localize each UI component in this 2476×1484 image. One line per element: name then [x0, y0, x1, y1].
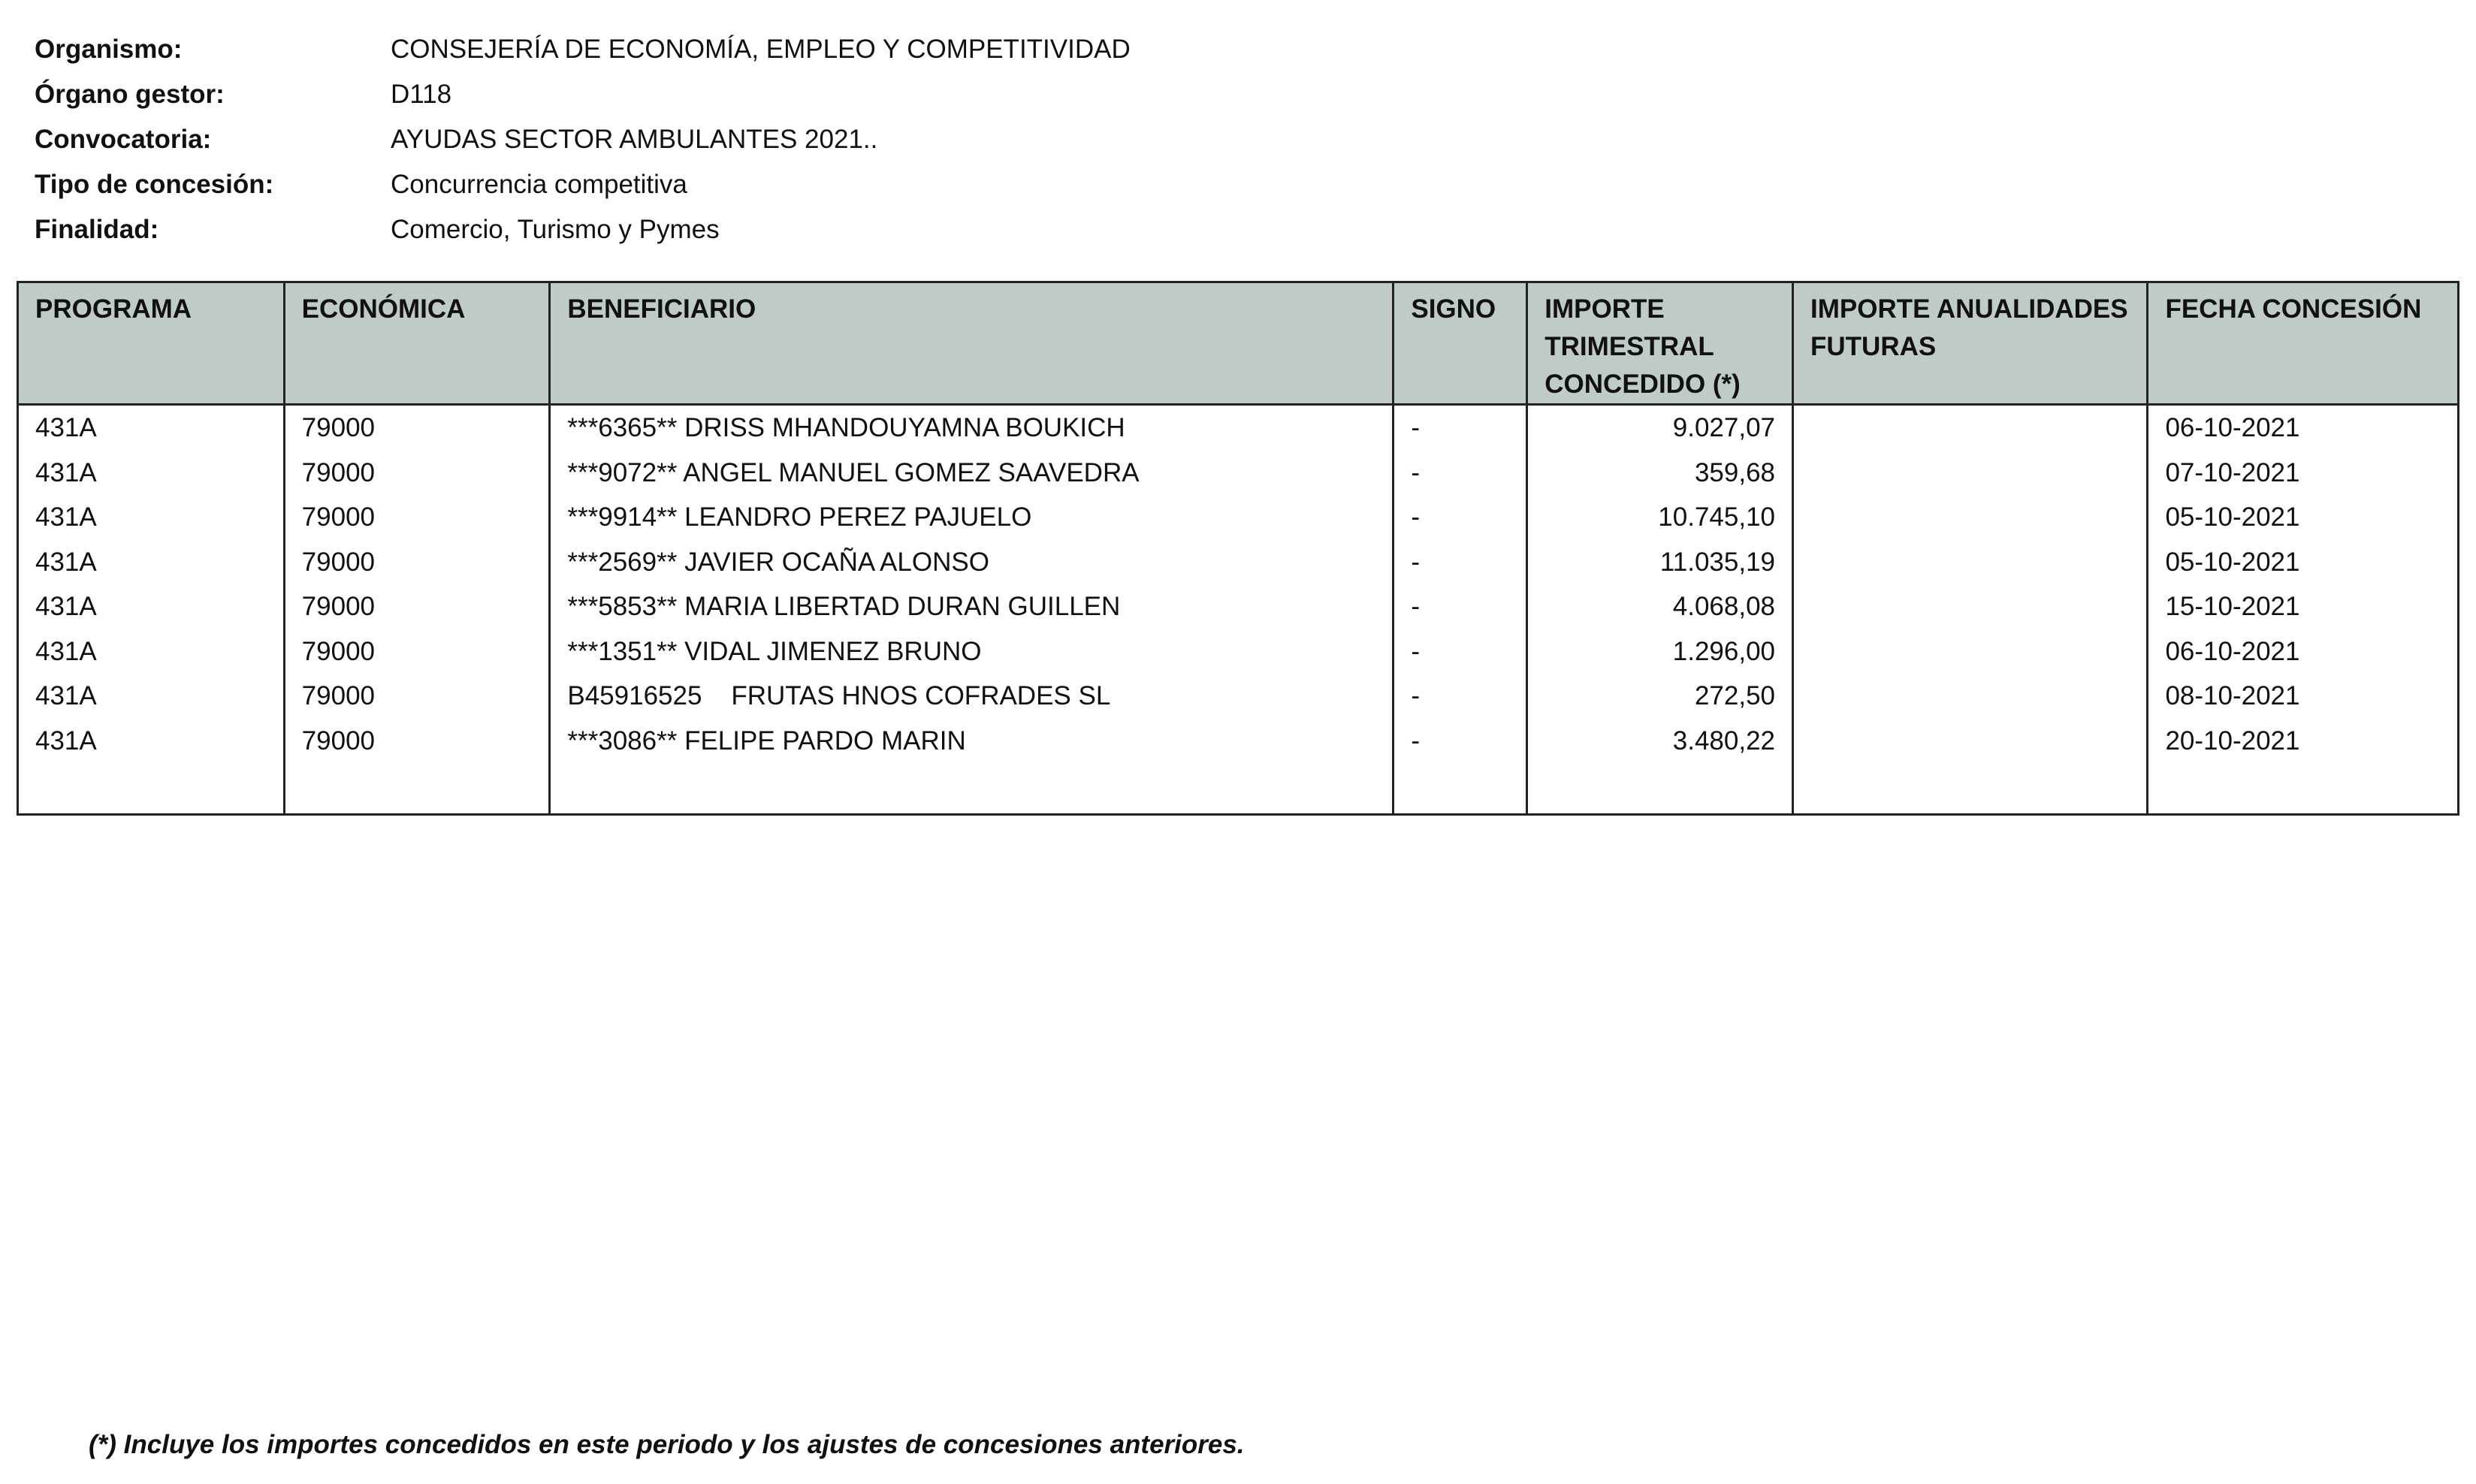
cell-economica: 79000	[284, 405, 550, 451]
finalidad-label: Finalidad:	[35, 215, 159, 244]
cell-beneficiario: ***6365** DRISS MHANDOUYAMNA BOUKICH	[550, 405, 1394, 451]
cell-programa: 431A	[18, 495, 285, 540]
cell-futuras	[1793, 674, 2148, 719]
table-row	[18, 451, 2459, 496]
cell-programa: 431A	[18, 540, 285, 585]
column-header-signo: SIGNO	[1394, 282, 1527, 405]
cell-fecha: 20-10-2021	[2148, 719, 2459, 764]
cell-futuras	[1793, 584, 2148, 629]
cell-importe: 4.068,08	[1527, 584, 1793, 629]
cell-beneficiario: ***1351** VIDAL JIMENEZ BRUNO	[550, 629, 1394, 674]
table-row	[18, 495, 2459, 540]
tipo-value: Concurrencia competitiva	[391, 170, 687, 199]
cell-signo: -	[1394, 584, 1527, 629]
cell-programa: 431A	[18, 584, 285, 629]
cell-economica: 79000	[284, 451, 550, 496]
column-header-beneficiario: BENEFICIARIO	[550, 282, 1394, 405]
cell-futuras	[1793, 495, 2148, 540]
cell-programa: 431A	[18, 719, 285, 764]
column-header-importe-trimestral: IMPORTE TRIMESTRAL CONCEDIDO (*)	[1527, 282, 1793, 405]
cell-importe: 10.745,10	[1527, 495, 1793, 540]
cell-fecha: 06-10-2021	[2148, 405, 2459, 451]
cell-economica: 79000	[284, 540, 550, 585]
cell-signo: -	[1394, 719, 1527, 764]
header-row-convocatoria	[35, 117, 1131, 162]
header-row-organismo	[35, 27, 1131, 72]
cell-economica: 79000	[284, 584, 550, 629]
cell-economica: 79000	[284, 719, 550, 764]
table-row	[18, 540, 2459, 585]
cell-economica: 79000	[284, 495, 550, 540]
header-row-tipo	[35, 162, 1131, 207]
filler-cell	[1527, 763, 1793, 815]
cell-fecha: 07-10-2021	[2148, 451, 2459, 496]
column-header-fecha: FECHA CONCESIÓN	[2148, 282, 2459, 405]
cell-importe: 272,50	[1527, 674, 1793, 719]
filler-cell	[1793, 763, 2148, 815]
cell-beneficiario: ***9072** ANGEL MANUEL GOMEZ SAAVEDRA	[550, 451, 1394, 496]
column-header-economica: ECONÓMICA	[284, 282, 550, 405]
filler-cell	[2148, 763, 2459, 815]
table-header	[18, 282, 2459, 405]
table-body	[18, 405, 2459, 815]
table-header-row	[18, 282, 2459, 405]
cell-economica: 79000	[284, 674, 550, 719]
document-header	[35, 27, 1131, 252]
cell-importe: 3.480,22	[1527, 719, 1793, 764]
cell-futuras	[1793, 540, 2148, 585]
cell-economica: 79000	[284, 629, 550, 674]
column-header-importe-anualidades: IMPORTE ANUALIDADES FUTURAS	[1793, 282, 2148, 405]
cell-programa: 431A	[18, 674, 285, 719]
organo-label: Órgano gestor:	[35, 80, 225, 109]
convocatoria-label: Convocatoria:	[35, 125, 212, 154]
table-filler-row	[18, 763, 2459, 815]
cell-importe: 11.035,19	[1527, 540, 1793, 585]
cell-signo: -	[1394, 451, 1527, 496]
filler-cell	[18, 763, 285, 815]
organismo-label: Organismo:	[35, 35, 183, 64]
table-row	[18, 674, 2459, 719]
cell-programa: 431A	[18, 629, 285, 674]
organismo-value: CONSEJERÍA DE ECONOMÍA, EMPLEO Y COMPETITIVIDAD	[391, 35, 1131, 64]
cell-importe: 359,68	[1527, 451, 1793, 496]
filler-cell	[550, 763, 1394, 815]
cell-fecha: 08-10-2021	[2148, 674, 2459, 719]
tipo-label: Tipo de concesión:	[35, 170, 274, 199]
grants-table	[17, 281, 2459, 816]
cell-signo: -	[1394, 629, 1527, 674]
footnote: (*) Incluye los importes concedidos en este periodo y los ajustes de concesiones anteriores.	[89, 1430, 1245, 1459]
cell-fecha: 05-10-2021	[2148, 540, 2459, 585]
cell-futuras	[1793, 629, 2148, 674]
cell-signo: -	[1394, 540, 1527, 585]
convocatoria-value: AYUDAS SECTOR AMBULANTES 2021..	[391, 125, 878, 154]
header-row-finalidad	[35, 207, 1131, 252]
column-header-programa: PROGRAMA	[18, 282, 285, 405]
cell-fecha: 06-10-2021	[2148, 629, 2459, 674]
table-row	[18, 405, 2459, 451]
finalidad-value: Comercio, Turismo y Pymes	[391, 215, 720, 244]
cell-futuras	[1793, 719, 2148, 764]
cell-futuras	[1793, 451, 2148, 496]
cell-beneficiario: ***2569** JAVIER OCAÑA ALONSO	[550, 540, 1394, 585]
cell-beneficiario: ***5853** MARIA LIBERTAD DURAN GUILLEN	[550, 584, 1394, 629]
table-row	[18, 584, 2459, 629]
filler-cell	[284, 763, 550, 815]
cell-beneficiario: ***9914** LEANDRO PEREZ PAJUELO	[550, 495, 1394, 540]
cell-futuras	[1793, 405, 2148, 451]
cell-signo: -	[1394, 405, 1527, 451]
cell-importe: 9.027,07	[1527, 405, 1793, 451]
cell-fecha: 15-10-2021	[2148, 584, 2459, 629]
table-row	[18, 719, 2459, 764]
cell-importe: 1.296,00	[1527, 629, 1793, 674]
cell-programa: 431A	[18, 405, 285, 451]
table-row	[18, 629, 2459, 674]
cell-beneficiario: B45916525 FRUTAS HNOS COFRADES SL	[550, 674, 1394, 719]
cell-signo: -	[1394, 674, 1527, 719]
organo-value: D118	[391, 80, 452, 109]
cell-beneficiario: ***3086** FELIPE PARDO MARIN	[550, 719, 1394, 764]
cell-programa: 431A	[18, 451, 285, 496]
filler-cell	[1394, 763, 1527, 815]
cell-fecha: 05-10-2021	[2148, 495, 2459, 540]
header-row-organo	[35, 72, 1131, 117]
cell-signo: -	[1394, 495, 1527, 540]
